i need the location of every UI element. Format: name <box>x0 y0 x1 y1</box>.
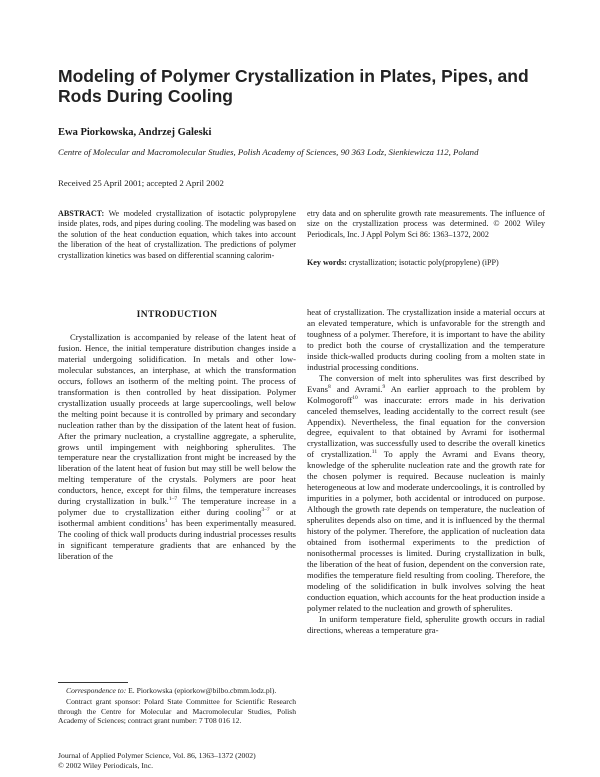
text-run: The temperature increase in a polymer due to crystallization either during cooling <box>58 496 296 518</box>
text-run: and Avrami. <box>330 383 383 394</box>
citation: 1 <box>164 518 168 525</box>
footnote-divider <box>58 682 128 683</box>
citation: 11 <box>371 449 378 456</box>
introduction-left-column <box>58 332 296 562</box>
citation: 1–7 <box>168 496 178 503</box>
citation: 3–7 <box>261 507 270 514</box>
article-title: Modeling of Polymer Crystallization in Plates, Pipes, and Rods During Cooling <box>58 66 529 106</box>
journal-info <box>58 751 256 770</box>
footnote-correspondence <box>58 686 296 695</box>
paragraph <box>58 332 296 562</box>
copyright: © 2002 Wiley Periodicals, Inc. <box>58 760 154 770</box>
correspondence-label: Correspondence to: <box>66 686 127 695</box>
text-run: Crystallization is accompanied by release of the latent heat of fusion. Hence, the initial temperature distribution changes inside a material undergoing solidification. In metals and other low-molecular substances, an interphase, at which the transformation occurs, follows an isotherm of the melting point. The process of transformation is then controlled by heat dissipation. Polymer crystallization usually proceeds at large supercoolings, well below the melting point because it is controlled by primary and secondary nucleation rather than by the dissipation of the latent heat of fusion. After the primary nucleation, a crystalline aggregate, a spherulite, grows until impingement with neighboring spherulites. The temperature near the crystallization front might be increased by the liberation of the latent heat of fusion but may still be well below the melting temperature of the crystals. Polymers are poor heat conductors, hence, except for thin films, the temperature increases during crystallization in bulk. <box>58 332 296 507</box>
abstract-text-left: We modeled crystallization of isotactic polypropylene inside plates, rods, and pipes during cooling. The modeling was based on the solution of the heat conduction equation, which takes into account the liberation of the heat of crystallization. The predictions of polymer crystallization kinetics was based on differential scanning calorim- <box>58 209 296 260</box>
text-run: The conversion of melt into spherulites was first described by Evans <box>307 372 545 394</box>
text-run: or at isothermal ambient conditions <box>58 507 296 529</box>
text-run: has been experimentally measured. The cooling of thick wall products during industrial processes results in significant temperature gradients that are enhanced by the liberation of the <box>58 518 296 562</box>
section-heading-introduction: INTRODUCTION <box>136 310 218 320</box>
correspondence-text: E. Piorkowska (epiorkow@bilbo.cbmm.lodz.pl). <box>128 686 277 695</box>
keywords <box>307 258 545 268</box>
affiliation: Centre of Molecular and Macromolecular Studies, Polish Academy of Sciences, 90 363 Lodz, Sienkiewicza 112, Poland <box>58 147 479 157</box>
authors: Ewa Piorkowska, Andrzej Galeski <box>58 127 212 138</box>
abstract-left <box>58 209 296 261</box>
text-run: To apply the Avrami and Evans theory, knowledge of the spherulite nucleation rate and the growth rate for the chosen polymer is required. Because nucleation is mainly heterogeneous at low and moderate undercoolings, it is controlled by impurities in a polymer, both accidental or introduced on purpose. Although the growth rate depends on temperature, the nucleation of spherulites depends also on time, and it is influenced by the thermal history of the polymer. Therefore, the application of nucleation data obtained from isothermal experiments to the prediction of nonisothermal processes is limited. During crystallization in bulk, the liberation of the heat of fusion, dependent on the conversion rate, modifies the temperature field resulting from cooling. Therefore, the modeling of the solidification in bulk involves solving the heat conduction equation, which accounts for the heat production inside a polymer related to the nucleation and growth of spherulites. <box>307 449 546 613</box>
citation: 8 <box>328 383 331 390</box>
paragraph: heat of crystallization. The crystallization inside a material occurs at an elevated temperature, which is unfavorable for the strength and toughness of a polymer. Therefore, it is important to have the ability to predict both the course of crystallization and the temperature inside thick-walled products during cooling from a molten state in industrial processing conditions. <box>307 307 545 372</box>
introduction-right-column <box>307 307 545 636</box>
text-run: An earlier approach to the problem by Kolmogoroff <box>307 383 546 405</box>
keywords-label: Key words: <box>307 258 347 267</box>
footnote-grant: Contract grant sponsor: Polard State Committee for Scientific Research through the Centre for Molecular and Macromolecular Studies, Polish Academy of Sciences; contract grant number: 7 T08 016 12. <box>58 697 296 726</box>
text-run: was inaccurate: errors made in his derivation canceled themselves, leading accidentally to the correct result (see Appendix). Nevertheless, the final equation for the conversion degree, equivalent to that obtained by Avrami for isothermal crystallization, was successfully used to describe the overall kinetics of crystallization. <box>307 394 545 460</box>
received-dates: Received 25 April 2001; accepted 2 April 2002 <box>58 178 224 188</box>
keywords-text: crystallization; isotactic poly(propylene) (iPP) <box>348 258 499 267</box>
journal-citation: Journal of Applied Polymer Science, Vol. 86, 1363–1372 (2002) <box>58 751 256 760</box>
abstract-right: etry data and on spherulite growth rate measurements. The influence of size on the crystallization process was determined. © 2002 Wiley Periodicals, Inc. J Appl Polym Sci 86: 1363–1372, 2002 <box>307 209 545 239</box>
footnotes <box>58 686 296 728</box>
citation: 10 <box>352 394 358 401</box>
paragraph: In uniform temperature field, spherulite growth occurs in radial directions, whereas a temperature gra- <box>307 613 545 635</box>
abstract-label: ABSTRACT: <box>58 209 105 218</box>
citation: 9 <box>382 383 386 390</box>
paragraph <box>307 373 545 614</box>
